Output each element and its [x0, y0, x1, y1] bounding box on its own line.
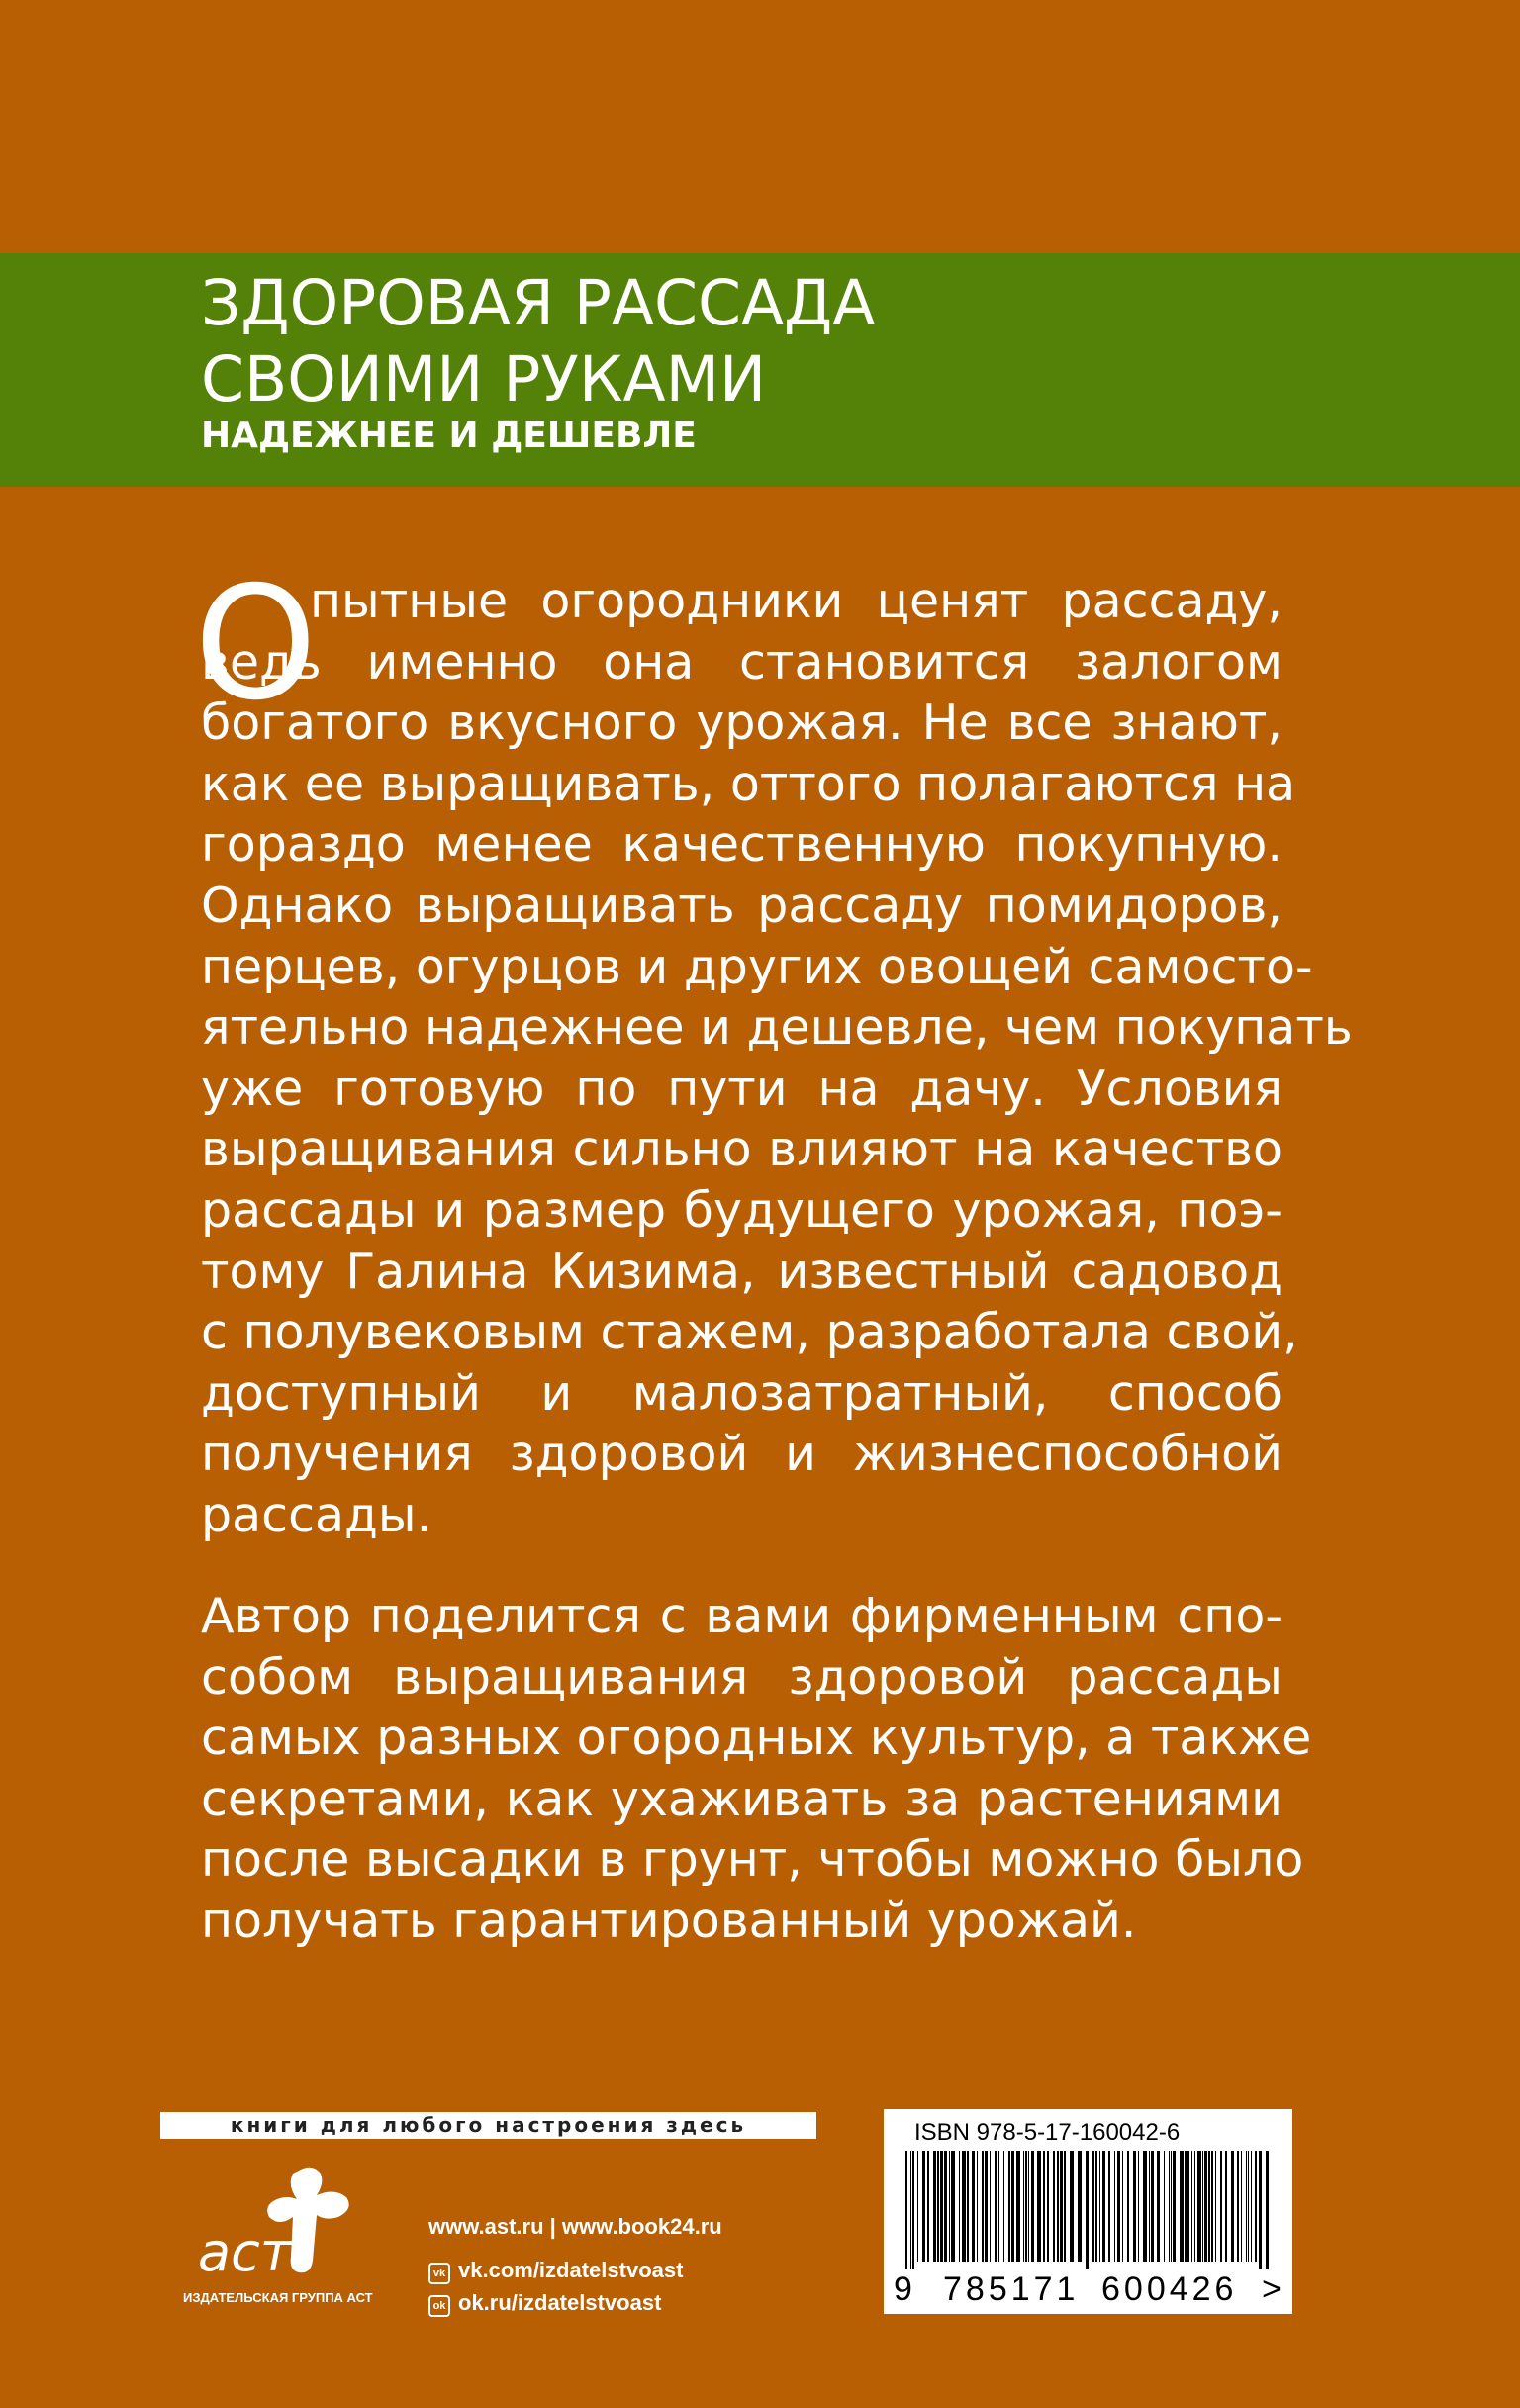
barcode-bar [905, 2151, 907, 2269]
barcode-bar [1169, 2151, 1170, 2262]
barcode-bar [1114, 2151, 1115, 2262]
barcode-bar [1028, 2151, 1029, 2262]
barcode-bar [1149, 2151, 1150, 2262]
barcode-bar [910, 2151, 911, 2269]
barcode-bar [1108, 2151, 1110, 2262]
ok-link-row[interactable] [428, 2290, 661, 2317]
barcode-bar [990, 2151, 991, 2262]
barcode-bar [1023, 2151, 1024, 2262]
text-line: получать гарантированный урожай. [201, 1892, 1137, 1949]
barcode-bar [944, 2151, 947, 2262]
text-line: перцев, огурцов и других овощей самосто- [201, 938, 1313, 995]
barcode-bar [1138, 2151, 1139, 2262]
text-line: с полувековым стажем, разработала свой, [201, 1304, 1298, 1361]
barcode-bar [1043, 2151, 1045, 2262]
barcode-bar [1185, 2151, 1187, 2262]
barcode-bar [1225, 2151, 1227, 2262]
barcode-bar [995, 2151, 997, 2262]
barcode-bar [1008, 2151, 1010, 2262]
barcode-bar [1208, 2151, 1210, 2262]
paragraph-1 [201, 571, 1353, 1546]
website-links[interactable]: www.ast.ru | www.book24.ru [428, 2214, 722, 2239]
barcode-bar [917, 2151, 918, 2262]
barcode-bar [1102, 2151, 1105, 2262]
barcode-bar [1070, 2151, 1074, 2262]
barcode-bar [1060, 2151, 1063, 2262]
barcode-bar [1133, 2151, 1136, 2262]
text-line: уже готовую по пути на дачу. Условия [201, 1060, 1282, 1117]
barcode-bar [1143, 2151, 1147, 2262]
barcode-bar [1037, 2151, 1041, 2262]
barcode-bar [1197, 2151, 1201, 2262]
barcode-bar [1266, 2151, 1269, 2269]
barcode-bar [985, 2151, 988, 2262]
text-line: Однако выращивать рассаду помидоров, [201, 877, 1282, 934]
barcode-bar [967, 2151, 969, 2262]
barcode-bar [1164, 2151, 1165, 2262]
text-line: как ее выращивать, оттого полагаются на [201, 755, 1296, 812]
barcode-bar [1053, 2151, 1055, 2262]
barcode-bar [1255, 2151, 1257, 2262]
text-line: рассады и размер будущего урожая, поэ- [201, 1181, 1282, 1239]
publisher-logo [190, 2162, 358, 2280]
barcode-bar [1011, 2151, 1014, 2262]
isbn-number: ISBN 978-5-17-160042-6 [914, 2119, 1181, 2146]
barcode-bar [1211, 2151, 1213, 2262]
vk-link-row[interactable] [428, 2258, 683, 2284]
logo-lettering: аст [198, 2221, 292, 2280]
barcode-bar [1099, 2151, 1100, 2262]
barcode-bar [927, 2151, 929, 2262]
barcode-bar [1202, 2151, 1203, 2262]
barcode-bar [959, 2151, 960, 2262]
barcode-bar [1220, 2151, 1222, 2262]
barcode-bar [933, 2151, 936, 2262]
barcode-bar [1246, 2151, 1247, 2262]
barcode-bar [1117, 2151, 1120, 2262]
book-subtitle: НАДЕЖНЕЕ И ДЕШЕВЛЕ [201, 416, 697, 456]
barcode-bar [972, 2151, 975, 2262]
book-title-line-1: ЗДОРОВАЯ РАССАДА [201, 267, 876, 339]
barcode-bar [1086, 2151, 1089, 2269]
barcode-bar [1064, 2151, 1066, 2262]
text-line: собом выращивания здоровой рассады [201, 1648, 1282, 1706]
book-title-line-2: СВОИМИ РУКАМИ [201, 343, 767, 416]
barcode-bar [982, 2151, 984, 2262]
barcode-first-digit: 9 [894, 2270, 912, 2308]
barcode-bar [1127, 2151, 1129, 2262]
barcode-bar [1248, 2151, 1249, 2262]
barcode-bar [949, 2151, 950, 2262]
barcode-bar [1204, 2151, 1207, 2262]
barcode-bar [1251, 2151, 1252, 2262]
barcode-bar [1215, 2151, 1216, 2262]
text-line: пытные огородники ценят рассаду, [310, 573, 1282, 629]
barcode-bar [1025, 2151, 1027, 2262]
barcode-bar [1016, 2151, 1020, 2262]
barcode-bar [940, 2151, 943, 2262]
text-line: секретами, как ухаживать за растениями [201, 1770, 1282, 1827]
barcode-bar [1078, 2151, 1082, 2262]
ok-icon: ok [428, 2295, 450, 2317]
ok-link[interactable]: ok.ru/izdatelstvoast [458, 2290, 662, 2315]
barcode-bar [1191, 2151, 1192, 2262]
text-line: после высадки в грунт, чтобы можно было [201, 1831, 1304, 1889]
vk-link[interactable]: vk.com/izdatelstvoast [458, 2258, 684, 2282]
barcode-bar [977, 2151, 978, 2262]
barcode-bar [1173, 2151, 1176, 2262]
barcode-bar [1151, 2151, 1154, 2262]
barcode-left-digits: 785171 [943, 2270, 1080, 2308]
barcode-bar [1122, 2151, 1123, 2262]
barcode-bar [922, 2151, 925, 2262]
barcode-bar [1188, 2151, 1189, 2262]
barcode-bar [1237, 2151, 1239, 2262]
text-line: выращивания сильно влияют на качество [201, 1121, 1282, 1178]
barcode-bar [1003, 2151, 1004, 2262]
text-line: Автор поделится с вами фирменным спо- [201, 1588, 1282, 1644]
barcode-bar [1171, 2151, 1172, 2262]
barcode-bar [1194, 2151, 1195, 2262]
drop-cap: О [194, 553, 318, 735]
text-line: тому Галина Кизима, известный садовод [201, 1243, 1282, 1300]
barcode-bar [937, 2151, 939, 2262]
barcode-bar [1180, 2151, 1184, 2262]
barcode-bar [912, 2151, 914, 2269]
barcode-bar [1241, 2151, 1242, 2262]
vk-icon: vk [428, 2263, 450, 2284]
text-line: рассады. [201, 1486, 432, 1543]
barcode-bar [998, 2151, 999, 2262]
isbn-barcode [884, 2109, 1292, 2314]
text-line: гораздо менее качественную покупную. [201, 816, 1282, 874]
text-line: ятельно надежнее и дешевле, чем покупать [201, 999, 1353, 1057]
publisher-name: ИЗДАТЕЛЬСКАЯ ГРУППА АСТ [183, 2290, 373, 2305]
barcode-right-digits: 600426 [1101, 2270, 1238, 2308]
barcode-bar [1031, 2151, 1034, 2262]
barcode-bar [1057, 2151, 1059, 2262]
barcode-bar [1259, 2151, 1262, 2269]
text-line: ведь именно она становится залогом [201, 633, 1282, 691]
text-line: доступный и малозатратный, способ [201, 1364, 1282, 1422]
barcode-bar [962, 2151, 966, 2262]
barcode-bar [1047, 2151, 1049, 2262]
barcode-bar [1157, 2151, 1160, 2262]
barcode-bars [902, 2151, 1278, 2269]
barcode-bar [1092, 2151, 1094, 2262]
barcode-bar [1095, 2151, 1097, 2262]
paragraph-2 [201, 1586, 1312, 1952]
text-line: богатого вкусного урожая. Не все знают, [201, 695, 1282, 752]
barcode-bar [951, 2151, 955, 2262]
text-line: получения здоровой и жизнеспособной [201, 1426, 1282, 1483]
barcode-arrow: > [1262, 2270, 1282, 2308]
barcode-bar [1231, 2151, 1234, 2262]
text-line: самых разных огородных культур, а также [201, 1710, 1312, 1767]
slogan-strip: книги для любого настроения здесь [160, 2112, 816, 2139]
